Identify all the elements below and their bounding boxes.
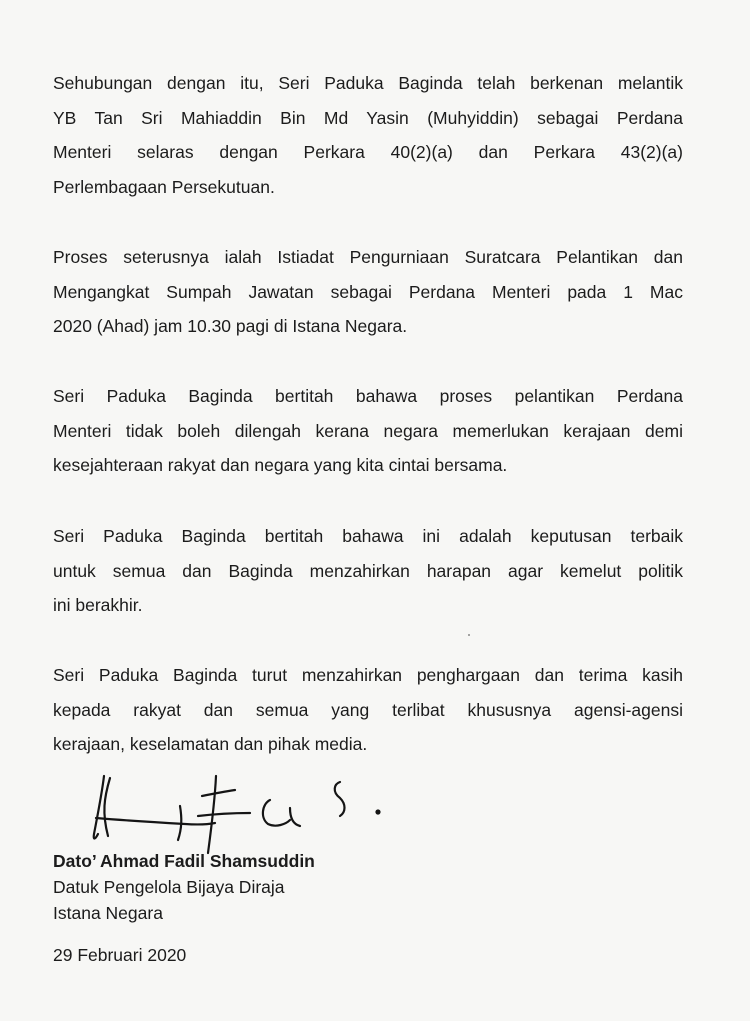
paragraph-line: Menteri selaras dengan Perkara 40(2)(a) dan Perkara 43(2)(a) [53, 142, 683, 162]
signature-block [53, 848, 315, 926]
handwritten-signature [90, 768, 400, 858]
paragraph-line: Perlembagaan Persekutuan. [53, 176, 275, 197]
paragraph-best-decision [53, 519, 683, 623]
paragraph-line: untuk semua dan Baginda menzahirkan harapan agar kemelut politik [53, 560, 683, 581]
paragraph-line: Sehubungan dengan itu, Seri Paduka Baginda telah berkenan melantik [53, 73, 683, 93]
paragraph-line: ini berakhir. [53, 595, 143, 615]
paper-speck [468, 634, 470, 636]
signer-title: Datuk Pengelola Bijaya Diraja [53, 877, 285, 897]
paragraph-line: Mengangkat Sumpah Jawatan sebagai Perdana Menteri pada 1 Mac [53, 281, 683, 302]
paragraph-line: Seri Paduka Baginda turut menzahirkan penghargaan dan terima kasih [53, 665, 683, 685]
paragraph-appreciation [53, 658, 683, 762]
paragraph-line: YB Tan Sri Mahiaddin Bin Md Yasin (Muhyiddin) sebagai Perdana [53, 107, 683, 128]
paragraph-appointment [53, 66, 683, 204]
signer-office: Istana Negara [53, 903, 163, 923]
paragraph-line: Proses seterusnya ialah Istiadat Pengurniaan Suratcara Pelantikan dan [53, 247, 683, 267]
statement-date: 29 Februari 2020 [53, 945, 187, 965]
paragraph-line: Menteri tidak boleh dilengah kerana negara memerlukan kerajaan demi [53, 420, 683, 441]
paragraph-line: Seri Paduka Baginda bertitah bahawa ini adalah keputusan terbaik [53, 526, 683, 546]
paragraph-no-delay [53, 379, 683, 483]
paragraph-line: kepada rakyat dan semua yang terlibat khususnya agensi-agensi [53, 699, 683, 720]
paragraph-line: 2020 (Ahad) jam 10.30 pagi di Istana Negara. [53, 316, 408, 336]
paragraph-line: kerajaan, keselamatan dan pihak media. [53, 734, 368, 754]
paragraph-ceremony [53, 240, 683, 344]
paragraph-line: Seri Paduka Baginda bertitah bahawa proses pelantikan Perdana [53, 386, 683, 406]
paragraph-line: kesejahteraan rakyat dan negara yang kita cintai bersama. [53, 455, 508, 475]
signer-name: Dato’ Ahmad Fadil Shamsuddin [53, 851, 315, 871]
